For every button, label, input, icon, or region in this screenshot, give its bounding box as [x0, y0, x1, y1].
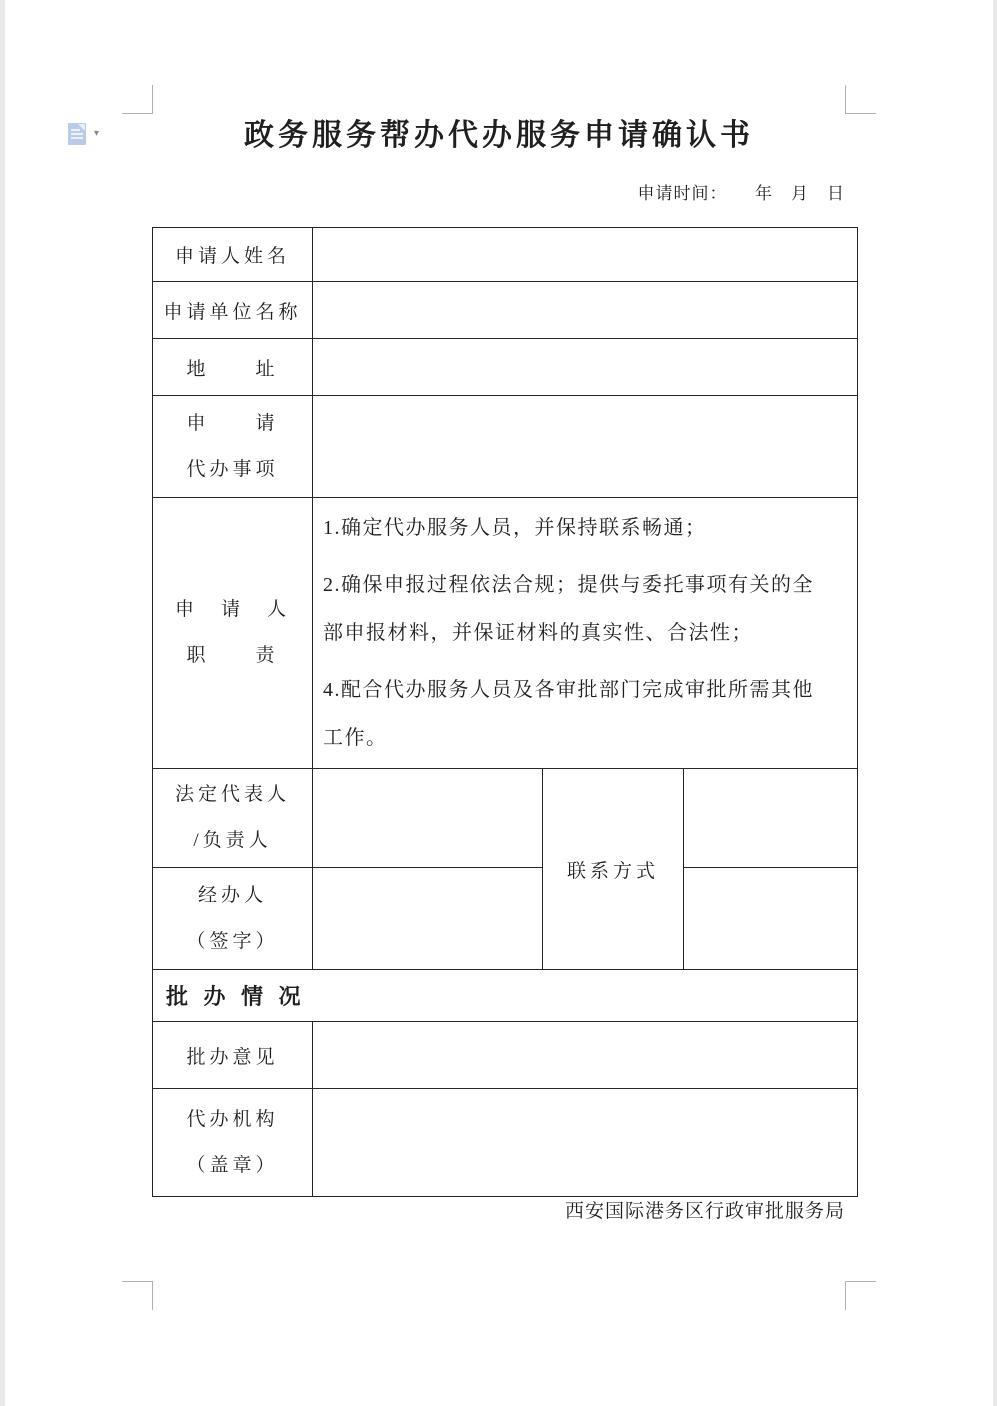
approval-opinion-row: [153, 1022, 858, 1089]
legal-rep-row: [153, 769, 858, 868]
contact-field-bottom[interactable]: [684, 868, 858, 970]
chevron-down-icon[interactable]: ▾: [94, 128, 100, 139]
text-boundary-mark-top-right: [845, 85, 876, 114]
contact-field-top[interactable]: [684, 769, 858, 868]
apply-items-label: 申 请 代办事项: [153, 396, 313, 498]
address-field[interactable]: [313, 339, 858, 396]
unit-name-label: 申请单位名称: [153, 282, 313, 339]
legal-rep-field[interactable]: [313, 769, 543, 868]
approval-opinion-label: 批办意见: [153, 1022, 313, 1089]
address-row: [153, 339, 858, 396]
applicant-name-label: 申请人姓名: [153, 228, 313, 282]
page-title: 政务服务帮办代办服务申请确认书: [244, 119, 754, 152]
agency-seal-field[interactable]: [313, 1089, 858, 1197]
handler-row: [153, 868, 858, 970]
text-boundary-mark-top-left: [122, 85, 153, 114]
duty-item: 1.确定代办服务人员，并保持联系畅通；: [323, 517, 707, 539]
handler-label: 经办人 （签字）: [153, 868, 313, 970]
text-boundary-mark-bottom-right: [845, 1281, 876, 1310]
applicant-name-row: [153, 228, 858, 282]
address-label: 地 址: [153, 339, 313, 396]
text-boundary-mark-bottom-left: [122, 1281, 153, 1310]
apply-items-row: [153, 396, 858, 498]
duty-item: 2.确保申报过程依法合规；提供与委托事项有关的全部申报材料，并保证材料的真实性、合法性；: [323, 574, 814, 644]
contact-label: 联系方式: [543, 769, 684, 970]
document-page: [5, 0, 993, 1406]
issuing-authority: 西安国际港务区行政审批服务局: [564, 1201, 845, 1222]
apply-items-field[interactable]: [313, 396, 858, 498]
legal-rep-label: 法定代表人 /负责人: [153, 769, 313, 868]
unit-name-row: [153, 282, 858, 339]
applicant-duty-content: [313, 498, 858, 769]
approval-section-row: [153, 970, 858, 1022]
applicant-name-field[interactable]: [313, 228, 858, 282]
handler-field[interactable]: [313, 868, 543, 970]
approval-section-header: 批 办 情 况: [153, 970, 858, 1022]
application-form-table: [152, 227, 858, 1197]
duty-item: 4.配合代办服务人员及各审批部门完成审批所需其他工作。: [323, 679, 814, 749]
agency-seal-row: [153, 1089, 858, 1197]
applicant-duty-label: 申 请 人 职 责: [153, 498, 313, 769]
approval-opinion-field[interactable]: [313, 1022, 858, 1089]
apply-time-line: 申请时间： 年 月 日: [637, 184, 845, 203]
unit-name-field[interactable]: [313, 282, 858, 339]
agency-seal-label: 代办机构 （盖章）: [153, 1089, 313, 1197]
applicant-duty-row: [153, 498, 858, 769]
